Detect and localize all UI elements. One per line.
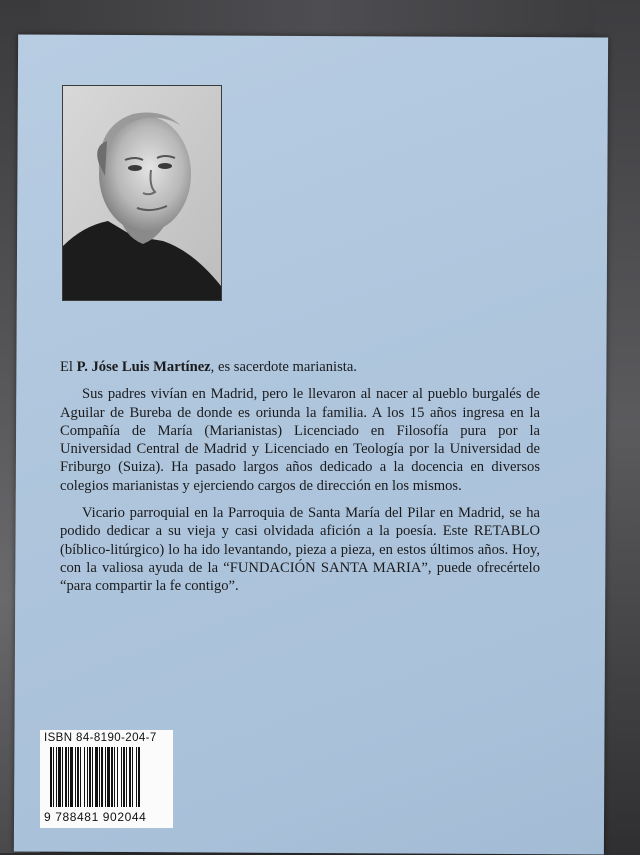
bio-paragraph-1: Sus padres vivían en Madrid, pero le llevaron al nacer al pueblo burgalés de Aguilar de Bureba de donde es oriunda la familia. A los 15 años ingresa en la Compañía de María (Marianistas) Licenciado en Filosofía pura por la Universidad Central de Madrid y Licenciado en Teología por la Universidad de Friburgo (Suiza). Ha pasado largos años dedicado a la docencia en diversos colegios marianistas y ejerciendo cargos de dirección en los mismos.	[60, 386, 540, 494]
author-portrait	[62, 85, 222, 301]
barcode-number: 9 788481 902044	[44, 810, 147, 824]
author-intro	[60, 358, 540, 376]
bio-paragraph-2: Vicario parroquial en la Parroquia de Santa María del Pilar en Madrid, se ha podido dedicar a su vieja y casi olvidada afición a la poesía. Este RETABLO (bíblico-litúrgico) lo ha ido levantando, pieza a pieza, en estos últimos años. Hoy, con la valiosa ayuda de la “FUNDACIÓN SANTA MARIA”, puede ofrecértelo “para compartir la fe contigo”.	[60, 505, 540, 595]
author-bio	[60, 358, 540, 605]
intro-suffix: , es sacerdote marianista.	[210, 359, 357, 375]
author-name: P. Jóse Luis Martínez	[76, 359, 211, 375]
intro-prefix: El	[60, 359, 77, 375]
isbn-label: ISBN 84-8190-204-7	[44, 732, 157, 744]
barcode-icon	[44, 747, 169, 809]
barcode-label	[40, 730, 173, 828]
